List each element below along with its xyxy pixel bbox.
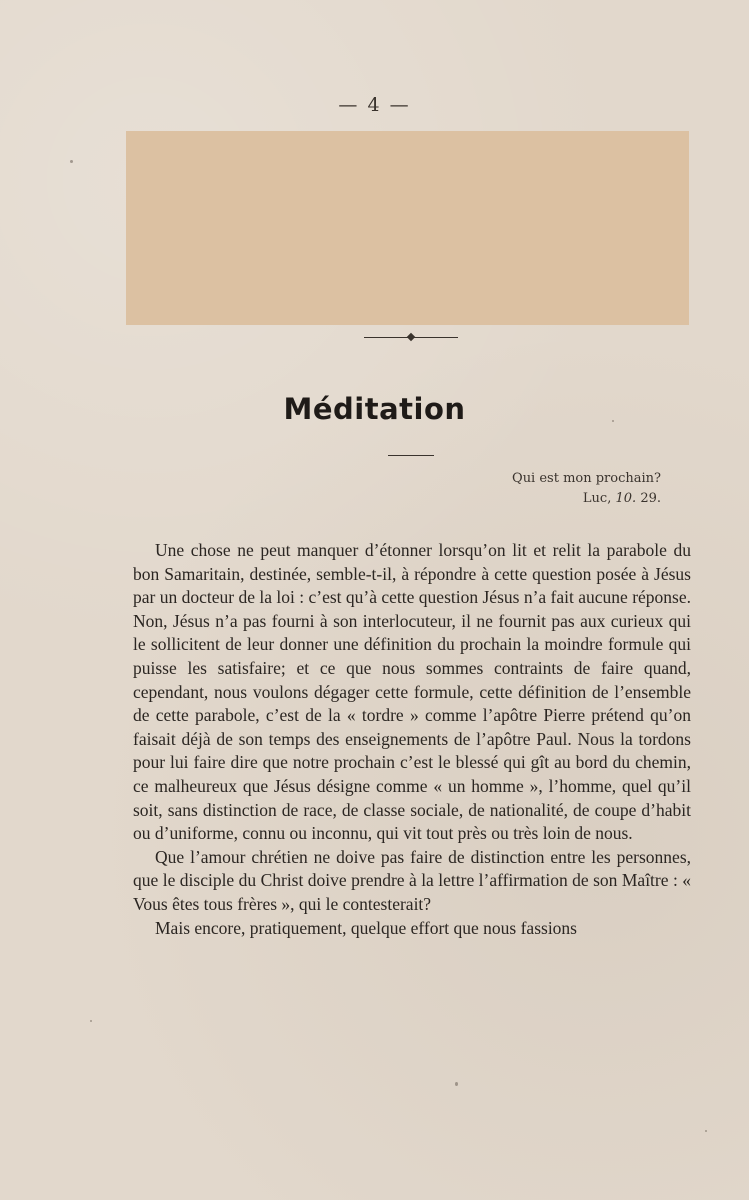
body-text [133,539,691,940]
paragraph: Une chose ne peut manquer d’étonner lorsqu’on lit et relit la parabole du bon Samaritain, destinée, semble-t-il, à répondre à cette question posée à Jésus par un docteur de la loi : c’est qu’à cette question Jésus n’a fait aucune réponse. Non, Jésus n’a pas fourni à son interlocuteur, il ne fournit pas aux curieux qui le sollicitent de leur donner une définition du prochain la moindre formule qui puisse les satisfaire; et ce que nous sommes contraints de faire quand, cependant, nous voulons dégager cette formule, cette définition de l’ensemble de cette parabole, c’est de la « tordre » comme l’apôtre Pierre prétend qu’on faisait déjà de son temps des enseignements de l’apôtre Paul. Nous la tordons pour lui faire dire que notre prochain c’est le blessé qui gît au bord du chemin, ce malheureux que Jésus désigne comme « un homme », l’homme, quel qu’il soit, sans distinction de race, de classe sociale, de nationalité, de coupe d’habit ou d’uniforme, connu ou inconnu, qui vit tout près ou très loin de nous. [133,540,691,844]
paper-speck [90,1020,92,1022]
epigraph-reference [512,489,661,509]
epigraph-book: Luc, [582,491,612,506]
paper-speck [455,1082,458,1086]
illustration-placeholder [126,131,689,325]
page-number: — 4 — [338,94,411,116]
ornament-line-right [414,337,458,338]
ornament-line-left [364,337,408,338]
epigraph [512,469,661,509]
ornament-divider [364,332,458,342]
paper-speck [612,420,614,422]
epigraph-chapter: 10. [615,491,637,506]
epigraph-quote: Qui est mon prochain? [512,471,661,486]
epigraph-verse: 29. [640,491,661,506]
section-title: Méditation [283,392,466,426]
paragraph: Que l’amour chrétien ne doive pas faire de distinction entre les personnes, que le disciple du Christ doive prendre à la lettre l’affirmation de son Maître : « Vous êtes tous frères », qui le contesterait? [133,846,691,914]
paper-speck [705,1130,707,1132]
title-rule [388,455,434,456]
paper-speck [70,160,73,163]
paragraph: Mais encore, pratiquement, quelque effort que nous fassions [155,917,577,938]
